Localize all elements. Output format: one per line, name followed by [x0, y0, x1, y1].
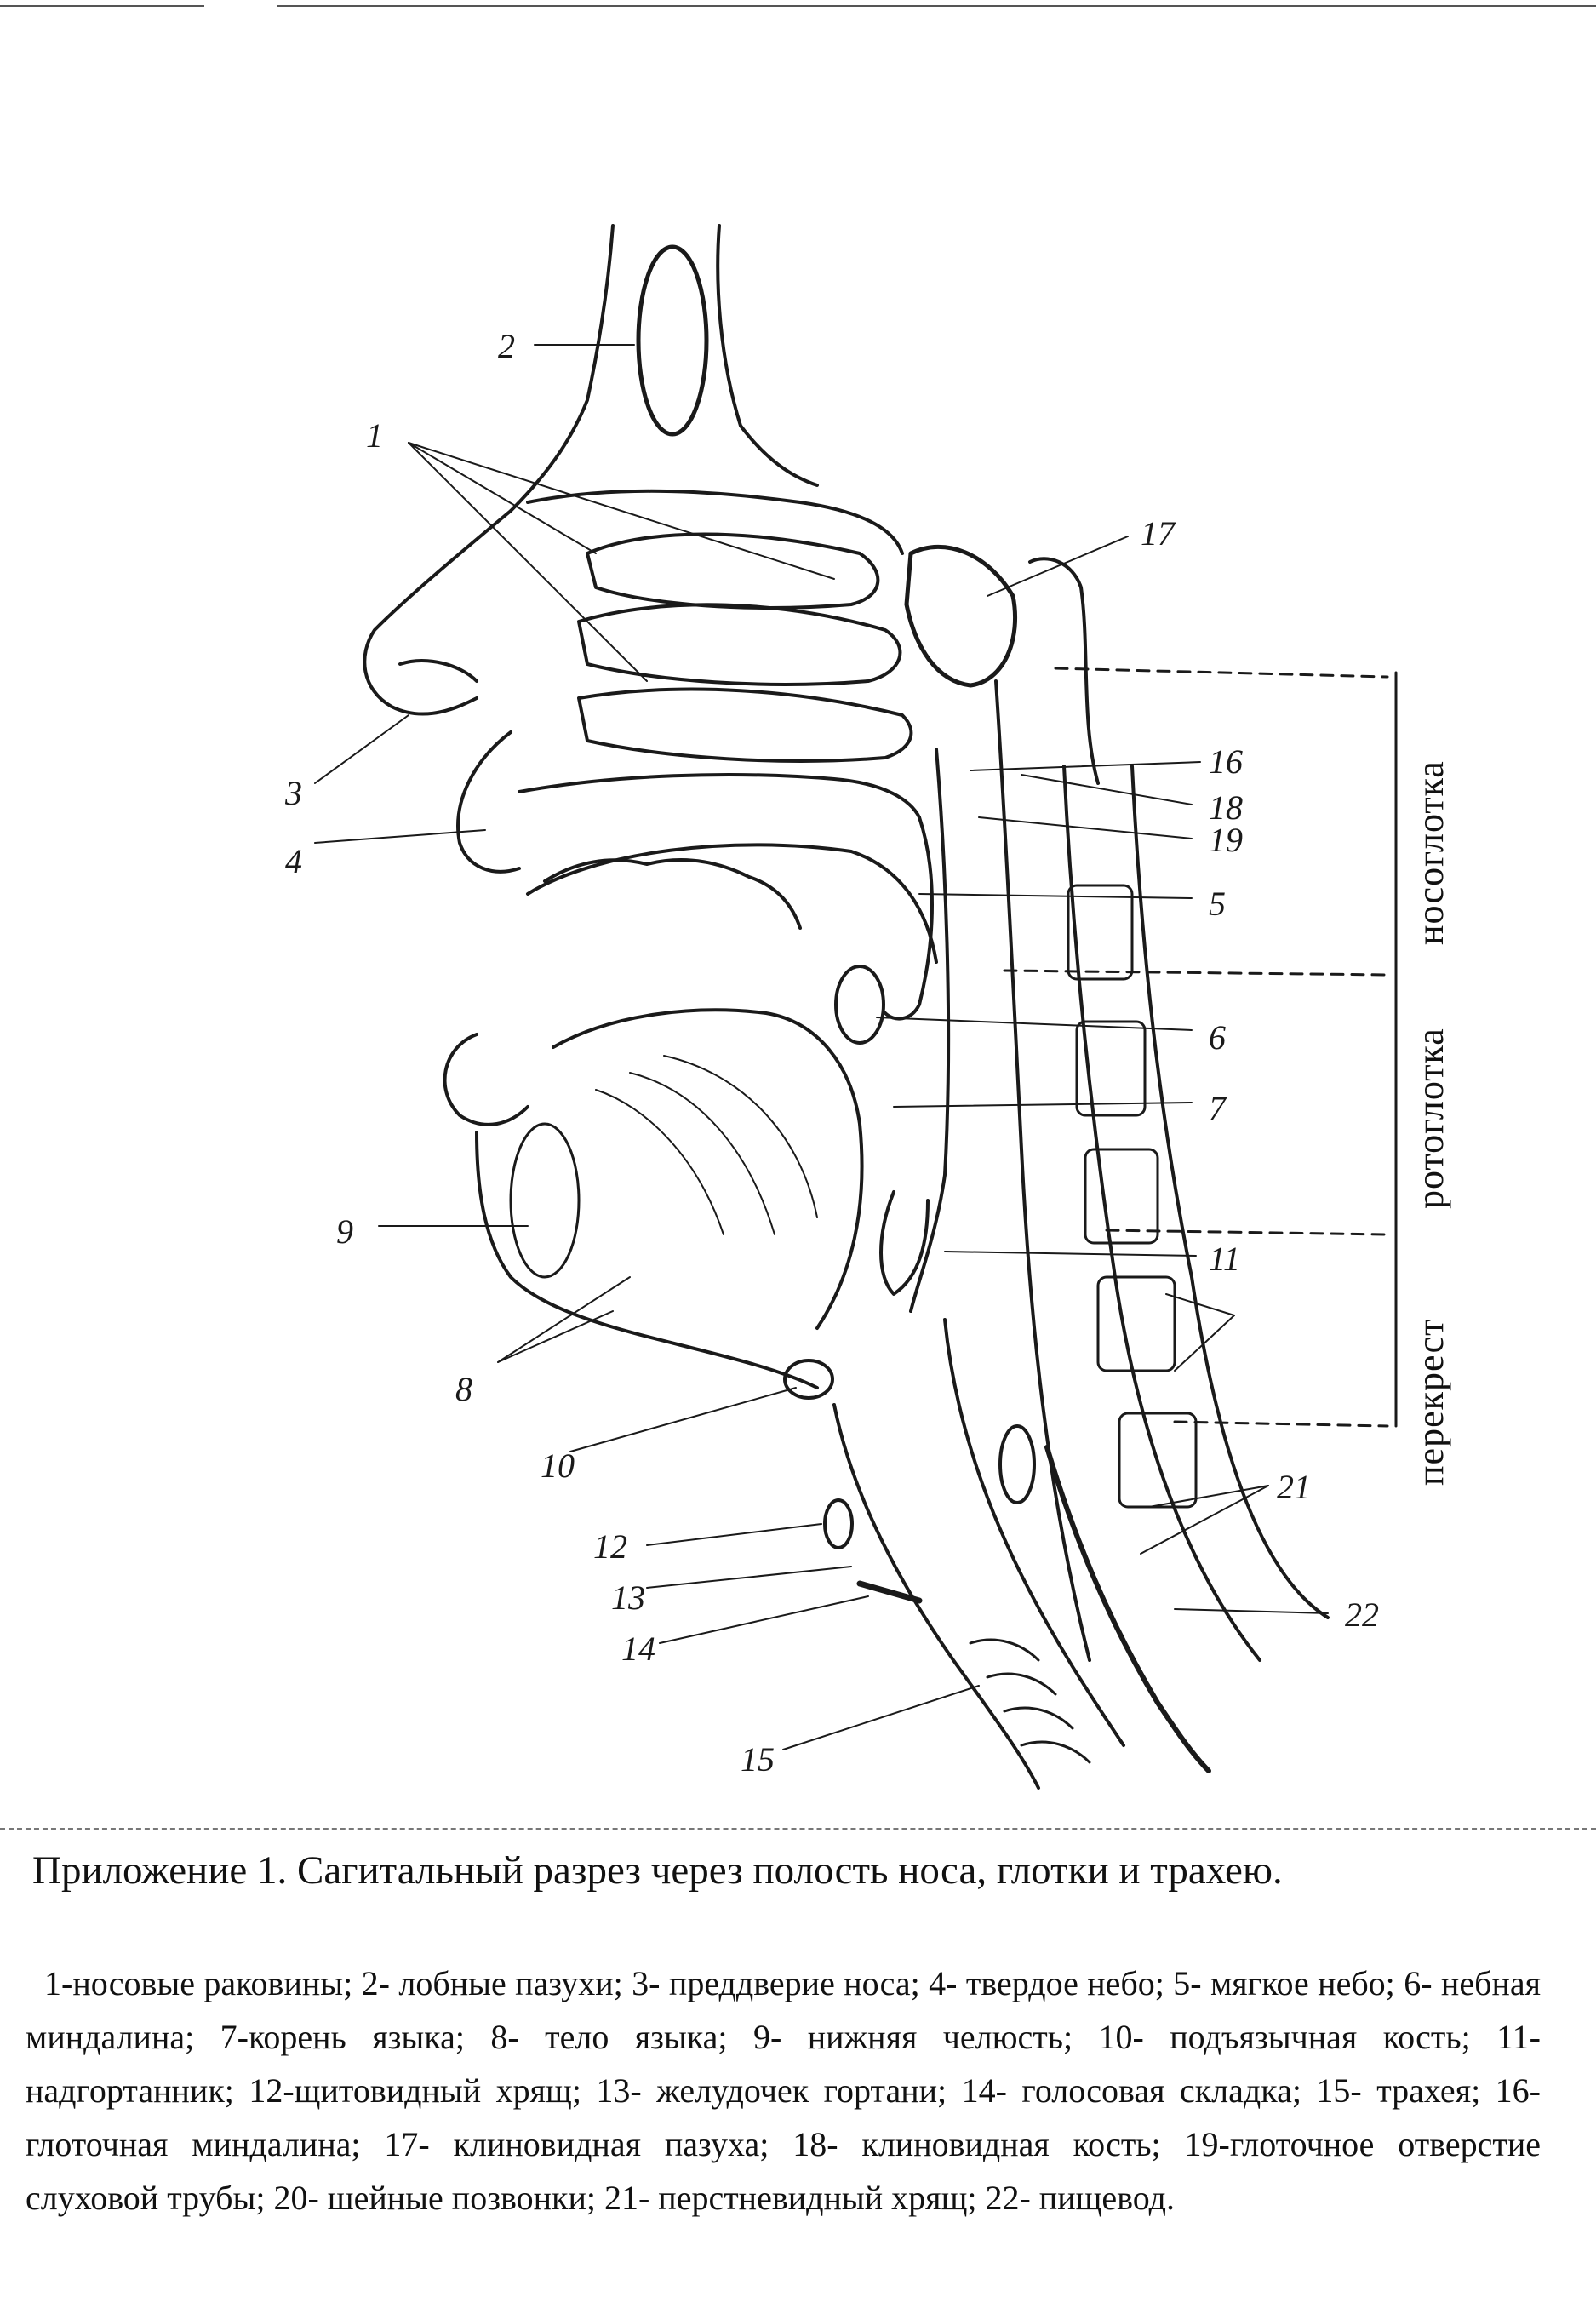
callout-13: 13 — [611, 1578, 645, 1617]
leader-13 — [647, 1567, 851, 1588]
thyroid-cartilage — [825, 1500, 852, 1548]
callout-22: 22 — [1345, 1595, 1379, 1634]
section-label-nasopharynx: носоглотка — [1410, 760, 1451, 945]
callout-7: 7 — [1209, 1089, 1226, 1127]
hard-palate — [519, 775, 919, 817]
nose-outline — [364, 511, 511, 714]
trachea-ring-1 — [970, 1640, 1038, 1660]
callout-5: 5 — [1209, 885, 1226, 923]
larynx-posterior — [945, 1320, 1124, 1745]
lower-lip — [445, 1034, 528, 1125]
trachea-ring-2 — [987, 1674, 1055, 1694]
trachea-ring-4 — [1021, 1742, 1090, 1762]
divider-nasopharynx-oropharynx — [1004, 971, 1387, 975]
mandible-bone — [511, 1124, 579, 1277]
callout-17: 17 — [1141, 514, 1175, 553]
leader-21b — [1141, 1486, 1268, 1554]
vertebra-3 — [1085, 1149, 1158, 1243]
callout-15: 15 — [741, 1740, 775, 1779]
divider-oropharynx-chiasm — [1107, 1230, 1387, 1234]
tongue-body-hatching-3 — [664, 1056, 817, 1217]
leader-6 — [877, 1017, 1192, 1030]
pharynx-posterior-wall — [996, 681, 1090, 1660]
callout-14: 14 — [621, 1630, 655, 1668]
leader-3 — [315, 715, 409, 783]
vertebra-4 — [1098, 1277, 1175, 1371]
frontal-bone-inner — [718, 226, 817, 485]
leader-1c — [409, 443, 647, 681]
callout-12: 12 — [593, 1527, 627, 1566]
leader-16 — [970, 762, 1200, 770]
pharynx-anterior-wall — [911, 749, 948, 1311]
callout-10: 10 — [541, 1446, 575, 1485]
cervical-spine-front — [1064, 766, 1260, 1660]
leader-7 — [894, 1103, 1192, 1107]
leader-10 — [570, 1388, 796, 1452]
callout-8: 8 — [455, 1370, 472, 1408]
callout-2: 2 — [498, 327, 515, 365]
cricoid-cartilage — [1000, 1426, 1034, 1503]
leader-15 — [783, 1686, 979, 1750]
sphenoid-sinus-shape — [907, 547, 1015, 685]
tongue-outline — [553, 1010, 862, 1328]
leader-17 — [987, 536, 1128, 596]
trachea-ring-3 — [1004, 1708, 1073, 1728]
callout-6: 6 — [1209, 1018, 1226, 1057]
leader-1b — [409, 443, 834, 579]
tongue-body-hatching-1 — [596, 1090, 724, 1234]
callout-19: 19 — [1209, 821, 1243, 859]
leader-18 — [1021, 775, 1192, 805]
callout-4: 4 — [285, 842, 302, 880]
leader-22 — [1175, 1609, 1328, 1613]
frontal-sinus-shape — [638, 247, 706, 434]
divider-nasopharynx-top — [1055, 668, 1387, 677]
leader-vertebrae-b — [1175, 1315, 1234, 1371]
figure-legend: 1-носовые раковины; 2- лобные пазухи; 3- преддверие носа; 4- твердое небо; 5- мягкое небо; 6- небная миндалина; 7-корень языка; 8- тело языка; 9- нижняя челюсть; 10- подъязычная кость; 11- надгортанник; 12-щитовидный хрящ; 13- желудочек гортани; 14- голосовая складка; 15- трахея; 16- глоточная миндалина; 17- клиновидная пазуха; 18- клиновидная кость; 19-глоточное отверстие слуховой трубы; 20- шейные позвонки; 21- перстневидный хрящ; 22- пищевод. — [26, 1964, 1541, 2217]
leader-vertebrae-a — [1166, 1294, 1234, 1315]
figure-caption: Приложение 1. Сагитальный разрез через полость носа, глотки и трахею. — [32, 1848, 1283, 1893]
callout-3: 3 — [285, 774, 302, 812]
callout-9: 9 — [336, 1212, 353, 1251]
leader-5 — [919, 894, 1192, 898]
callout-1: 1 — [366, 416, 383, 455]
section-label-oropharynx: ротоглотка — [1410, 1028, 1451, 1209]
section-label-chiasm: перекрест — [1410, 1318, 1451, 1486]
frontal-bone-outline — [511, 226, 613, 511]
callout-11: 11 — [1209, 1240, 1241, 1278]
figure-bottom-rule — [0, 1828, 1596, 1830]
nasal-cavity-roof — [528, 491, 902, 553]
divider-chiasm-bottom — [1175, 1422, 1387, 1426]
leader-14 — [660, 1596, 868, 1643]
leader-8a — [498, 1277, 630, 1362]
middle-concha — [579, 604, 900, 685]
hyoid-bone — [785, 1360, 832, 1398]
callout-16: 16 — [1209, 742, 1243, 781]
callout-18: 18 — [1209, 788, 1243, 827]
leader-8b — [498, 1311, 613, 1362]
superior-concha — [587, 535, 878, 608]
leader-12 — [647, 1524, 821, 1545]
palatine-tonsil — [836, 966, 884, 1043]
leader-11 — [945, 1252, 1196, 1256]
callout-21: 21 — [1277, 1468, 1311, 1506]
leader-19 — [979, 817, 1192, 839]
sphenoid-bone-outline — [1030, 558, 1098, 783]
upper-lip — [458, 732, 519, 872]
tongue-body-hatching-2 — [630, 1073, 775, 1234]
nasal-vestibule — [400, 661, 477, 681]
inferior-concha — [579, 690, 911, 761]
